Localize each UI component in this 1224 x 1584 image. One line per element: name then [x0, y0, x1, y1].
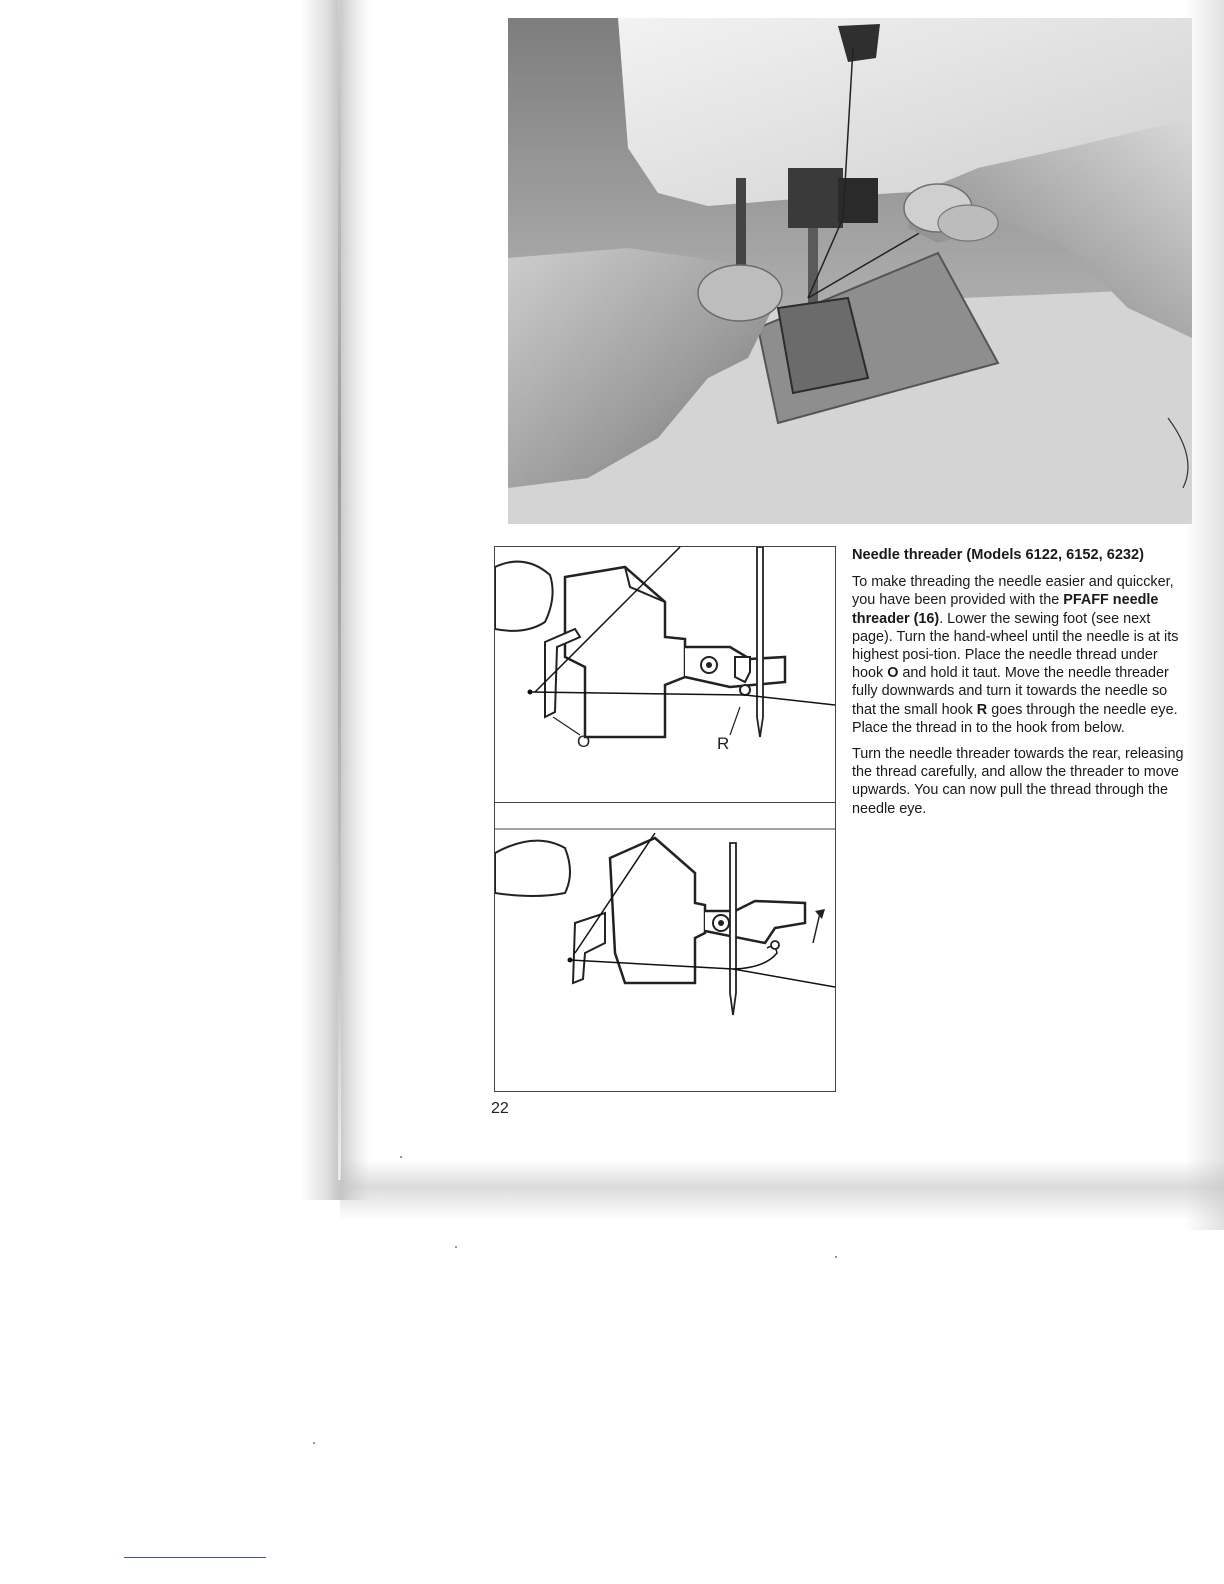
paragraph-1-text-c: and hold it taut. Move the needle threader fully downwards and turn it towards the needle so that the small hook: [852, 665, 1169, 718]
diagram-threader-lowered: [494, 546, 836, 804]
left-thumb: [698, 265, 782, 321]
threader-body: [565, 567, 685, 737]
diagram-threader-rear: [494, 802, 836, 1092]
hook-r: [740, 685, 750, 695]
hook-r-2: [771, 941, 779, 949]
thread-lower: [530, 692, 835, 705]
scan-speck: [455, 1246, 457, 1248]
paragraph-2: Turn the needle threader towards the rear, releasing the thread carefully, and allow the threader to move upwards. You can now pull the thread through the needle eye.: [852, 746, 1184, 817]
direction-arrow: [813, 913, 820, 943]
scan-speck: [400, 1156, 402, 1158]
hook-r-label: R: [976, 701, 988, 718]
binding-edge: [338, 0, 341, 1180]
scan-speck: [835, 1256, 837, 1258]
hook-o-label: O: [887, 665, 899, 682]
label-r: R: [717, 734, 730, 753]
paragraph-1-text-d: goes through the needle eye. Place the thread in to the hook from below.: [852, 701, 1178, 736]
needle-2: [730, 843, 736, 1015]
paragraph-1: [852, 573, 1192, 737]
paragraph-1-text-b: . Lower the sewing foot (see next page). Turn the hand-wheel until the needle is at its highest posi-tion. Place the needle thread under hook: [852, 610, 1179, 682]
threading-photo: [508, 18, 1192, 524]
needle: [757, 547, 763, 737]
page-binding-shadow: [300, 0, 370, 1200]
page-number: 22: [491, 1100, 509, 1117]
scan-speck: [313, 1442, 315, 1444]
label-o: O: [577, 732, 591, 751]
right-finger: [938, 205, 998, 241]
bottom-edge-shadow: [340, 1160, 1224, 1220]
pfaff-threader-label: PFAFF needle threader (16): [852, 592, 1159, 627]
section-heading: Needle threader (Models 6122, 6152, 6232): [852, 547, 1145, 563]
threader-body-2: [610, 838, 705, 983]
needle-clamp: [788, 168, 843, 228]
threader-knob: [495, 562, 553, 631]
thread-lower-2: [570, 960, 835, 987]
threader-knob-2: [495, 841, 570, 896]
paragraph-1-text-a: To make threading the needle easier and quiccker, you have been provided with the: [852, 574, 1174, 609]
instructions-column: [852, 546, 1192, 826]
footer-rule: [124, 1557, 266, 1558]
